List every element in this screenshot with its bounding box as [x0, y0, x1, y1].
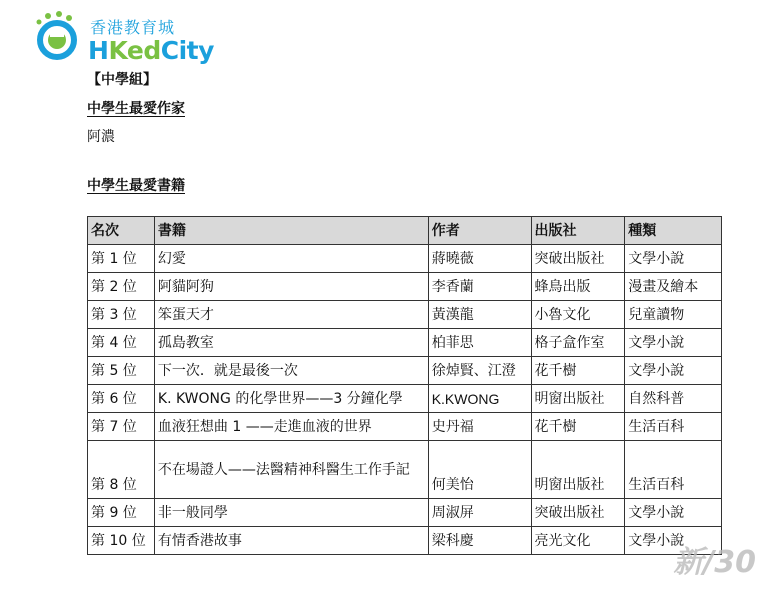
- cell-author: 黃漢龍: [428, 301, 531, 329]
- books-heading: 中學生最愛書籍: [87, 178, 185, 194]
- cell-rank: 第 8 位: [88, 441, 155, 499]
- author-name: 阿濃: [87, 129, 115, 145]
- cell-genre: 自然科普: [625, 385, 722, 413]
- cell-book: 幻愛: [154, 245, 428, 273]
- table-header-row: [88, 217, 722, 245]
- cell-genre: 漫畫及繪本: [625, 273, 722, 301]
- cell-genre: 文學小說: [625, 357, 722, 385]
- cell-author: 蔣曉薇: [428, 245, 531, 273]
- cell-rank: 第 5 位: [88, 357, 155, 385]
- section-title: 【中學組】: [87, 72, 157, 88]
- cell-author: 何美怡: [428, 441, 531, 499]
- table-row: [88, 499, 722, 527]
- cell-author: 梁科慶: [428, 527, 531, 555]
- cell-rank: 第 3 位: [88, 301, 155, 329]
- table-row: [88, 527, 722, 555]
- table-row: [88, 273, 722, 301]
- header-author: 作者: [428, 217, 531, 245]
- table-row: [88, 329, 722, 357]
- cell-book: 血液狂想曲 1 ——走進血液的世界: [154, 413, 428, 441]
- cell-publisher: 花千樹: [531, 413, 625, 441]
- cell-author: 柏菲思: [428, 329, 531, 357]
- cell-book: 孤島教室: [154, 329, 428, 357]
- cell-publisher: 蜂鳥出版: [531, 273, 625, 301]
- cell-publisher: 亮光文化: [531, 527, 625, 555]
- cell-publisher: 突破出版社: [531, 245, 625, 273]
- cell-publisher: 明窗出版社: [531, 441, 625, 499]
- cell-genre: 文學小說: [625, 499, 722, 527]
- hkedcity-logo: [30, 10, 214, 70]
- hkedcity-logo-icon: [30, 10, 90, 70]
- cell-genre: 文學小說: [625, 245, 722, 273]
- cell-publisher: 明窗出版社: [531, 385, 625, 413]
- cell-author: 李香蘭: [428, 273, 531, 301]
- logo-chinese-text: 香港教育城: [90, 18, 176, 37]
- table-row: [88, 413, 722, 441]
- cell-rank: 第 4 位: [88, 329, 155, 357]
- author-heading: 中學生最愛作家: [87, 101, 185, 117]
- cell-rank: 第 7 位: [88, 413, 155, 441]
- cell-rank: 第 1 位: [88, 245, 155, 273]
- watermark-logo: 新/30: [673, 545, 756, 580]
- table-row: [88, 301, 722, 329]
- cell-genre: 生活百科: [625, 441, 722, 499]
- header-book: 書籍: [154, 217, 428, 245]
- header-publisher: 出版社: [531, 217, 625, 245]
- cell-genre: 文學小說: [625, 527, 722, 555]
- table-row: [88, 357, 722, 385]
- cell-author: 史丹福: [428, 413, 531, 441]
- cell-publisher: 小魯文化: [531, 301, 625, 329]
- cell-genre: 文學小說: [625, 329, 722, 357]
- cell-genre: 兒童讀物: [625, 301, 722, 329]
- cell-author: K.KWONG: [428, 385, 531, 413]
- cell-publisher: 突破出版社: [531, 499, 625, 527]
- cell-rank: 第 9 位: [88, 499, 155, 527]
- header-genre: 種類: [625, 217, 722, 245]
- cell-author: 徐焯賢、江澄: [428, 357, 531, 385]
- cell-genre: 生活百科: [625, 413, 722, 441]
- cell-publisher: 花千樹: [531, 357, 625, 385]
- cell-rank: 第 10 位: [88, 527, 155, 555]
- table-row: [88, 385, 722, 413]
- cell-book: 笨蛋天才: [154, 301, 428, 329]
- cell-rank: 第 2 位: [88, 273, 155, 301]
- cell-book: K. KWONG 的化學世界——3 分鐘化學: [154, 385, 428, 413]
- table-row: [88, 441, 722, 499]
- cell-book: 下一次．就是最後一次: [154, 357, 428, 385]
- ranking-table: [87, 216, 722, 555]
- cell-book: 有情香港故事: [154, 527, 428, 555]
- cell-publisher: 格子盒作室: [531, 329, 625, 357]
- cell-book: 阿貓阿狗: [154, 273, 428, 301]
- cell-author: 周淑屏: [428, 499, 531, 527]
- cell-rank: 第 6 位: [88, 385, 155, 413]
- cell-book: 不在場證人——法醫精神科醫生工作手記: [154, 441, 428, 499]
- header-rank: 名次: [88, 217, 155, 245]
- cell-book: 非一般同學: [154, 499, 428, 527]
- table-row: [88, 245, 722, 273]
- logo-english-text: HKedCity: [88, 36, 214, 65]
